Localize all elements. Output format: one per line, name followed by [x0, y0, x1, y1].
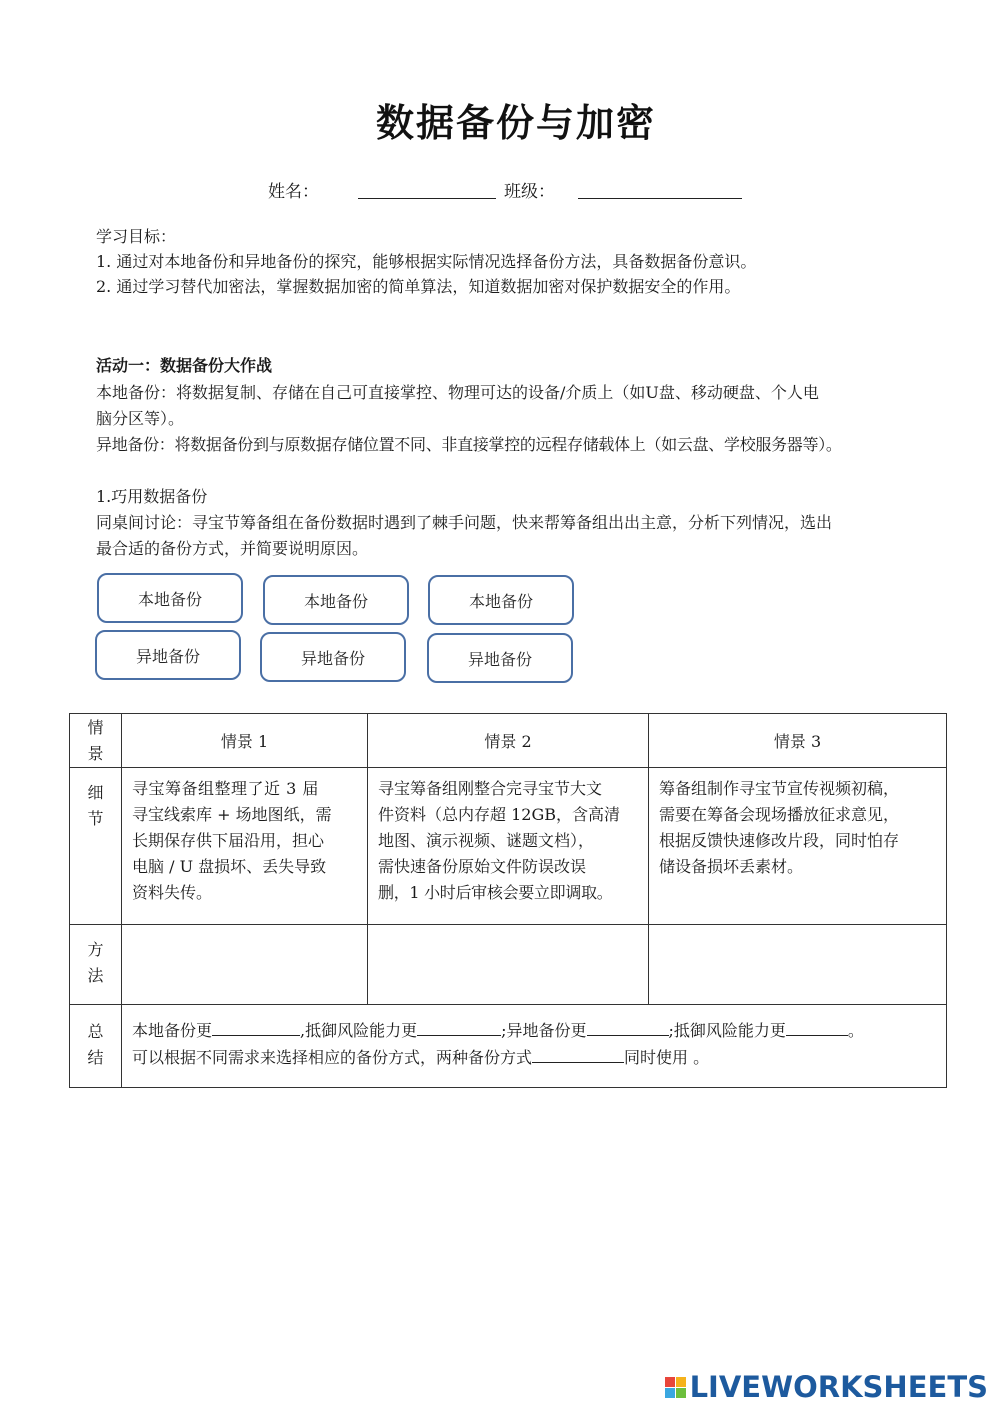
- row-header-summary: 总 结: [70, 1005, 122, 1088]
- row-header-method: 方 法: [70, 925, 122, 1005]
- summary-blank-2[interactable]: [417, 1019, 501, 1036]
- column-header-scene-3: 情景 3: [649, 714, 947, 768]
- local-backup-definition: 本地备份：将数据复制、存储在自己可直接掌控、物理可达的设备/介质上（如U盘、移动硬盘、个人电: [96, 383, 819, 402]
- option-local-backup[interactable]: 本地备份: [428, 575, 574, 625]
- column-header-scene-1: 情景 1: [122, 714, 368, 768]
- objective-item: 1. 通过对本地备份和异地备份的探究，能够根据实际情况选择备份方法，具备数据备份意识。: [96, 252, 757, 271]
- detail-cell-scene-3: 筹备组制作寻宝节宣传视频初稿， 需要在筹备会现场播放征求意见， 根据反馈快速修改片段，同时怕存 储设备损坏丢素材。: [649, 768, 947, 925]
- table-row: [70, 925, 947, 1005]
- remote-backup-definition: 异地备份：将数据备份到与原数据存储位置不同、非直接掌控的远程存储载体上（如云盘、学校服务器等）。: [96, 435, 842, 454]
- name-field[interactable]: [358, 198, 496, 199]
- method-drop-zone-2[interactable]: [368, 925, 649, 1005]
- activity-heading: 活动一：数据备份大作战: [96, 356, 273, 375]
- method-drop-zone-1[interactable]: [122, 925, 368, 1005]
- liveworksheets-logo: LIVEWORKSHEETS: [665, 1370, 988, 1404]
- summary-blank-1[interactable]: [212, 1019, 300, 1036]
- row-header-scene: 情 景: [70, 714, 122, 768]
- objectives-heading: 学习目标：: [96, 227, 177, 246]
- liveworksheets-logo-icon: [665, 1377, 686, 1398]
- option-remote-backup[interactable]: 异地备份: [260, 632, 406, 682]
- objective-item: 2. 通过学习替代加密法，掌握数据加密的简单算法，知道数据加密对保护数据安全的作用。: [96, 277, 741, 296]
- option-remote-backup[interactable]: 异地备份: [427, 633, 573, 683]
- class-label: 班级：: [504, 182, 555, 202]
- summary-blank-3[interactable]: [587, 1019, 669, 1036]
- row-header-detail: 细 节: [70, 768, 122, 925]
- detail-cell-scene-2: 寻宝筹备组刚整合完寻宝节大文 件资料（总内存超 12GB，含高清 地图、演示视频、谜题文档）， 需快速备份原始文件防误改误 删，1 小时后审核会要立即调取。: [368, 768, 649, 925]
- option-local-backup[interactable]: 本地备份: [97, 573, 243, 623]
- table-row: [70, 714, 947, 768]
- column-header-scene-2: 情景 2: [368, 714, 649, 768]
- table-row: [70, 1005, 947, 1088]
- class-field[interactable]: [578, 198, 742, 199]
- task-description-cont: 最合适的备份方式，并简要说明原因。: [96, 539, 369, 558]
- task-description: 同桌间讨论：寻宝节筹备组在备份数据时遇到了棘手问题，快来帮筹备组出出主意，分析下列情况，选出: [96, 513, 833, 532]
- task-title: 1.巧用数据备份: [96, 487, 208, 506]
- option-remote-backup[interactable]: 异地备份: [95, 630, 241, 680]
- detail-cell-scene-1: 寻宝筹备组整理了近 3 届 寻宝线索库 + 场地图纸，需 长期保存供下届沿用，担心 电脑 / U 盘损坏、丢失导致 资料失传。: [122, 768, 368, 925]
- summary-blank-5[interactable]: [532, 1046, 624, 1063]
- summary-blank-4[interactable]: [786, 1019, 848, 1036]
- name-label: 姓名：: [268, 182, 319, 202]
- summary-cell: 本地备份更 ,抵御风险能力更 ;异地备份更 ;抵御风险能力更 。 可以根据不同需求来选择相应的备份方式，两种备份方式 同时使用 。: [122, 1005, 947, 1088]
- page-title: 数据备份与加密: [375, 101, 656, 145]
- option-local-backup[interactable]: 本地备份: [263, 575, 409, 625]
- local-backup-definition-cont: 脑分区等）。: [96, 409, 185, 428]
- scenario-table: [69, 713, 947, 1088]
- method-drop-zone-3[interactable]: [649, 925, 947, 1005]
- table-row: [70, 768, 947, 925]
